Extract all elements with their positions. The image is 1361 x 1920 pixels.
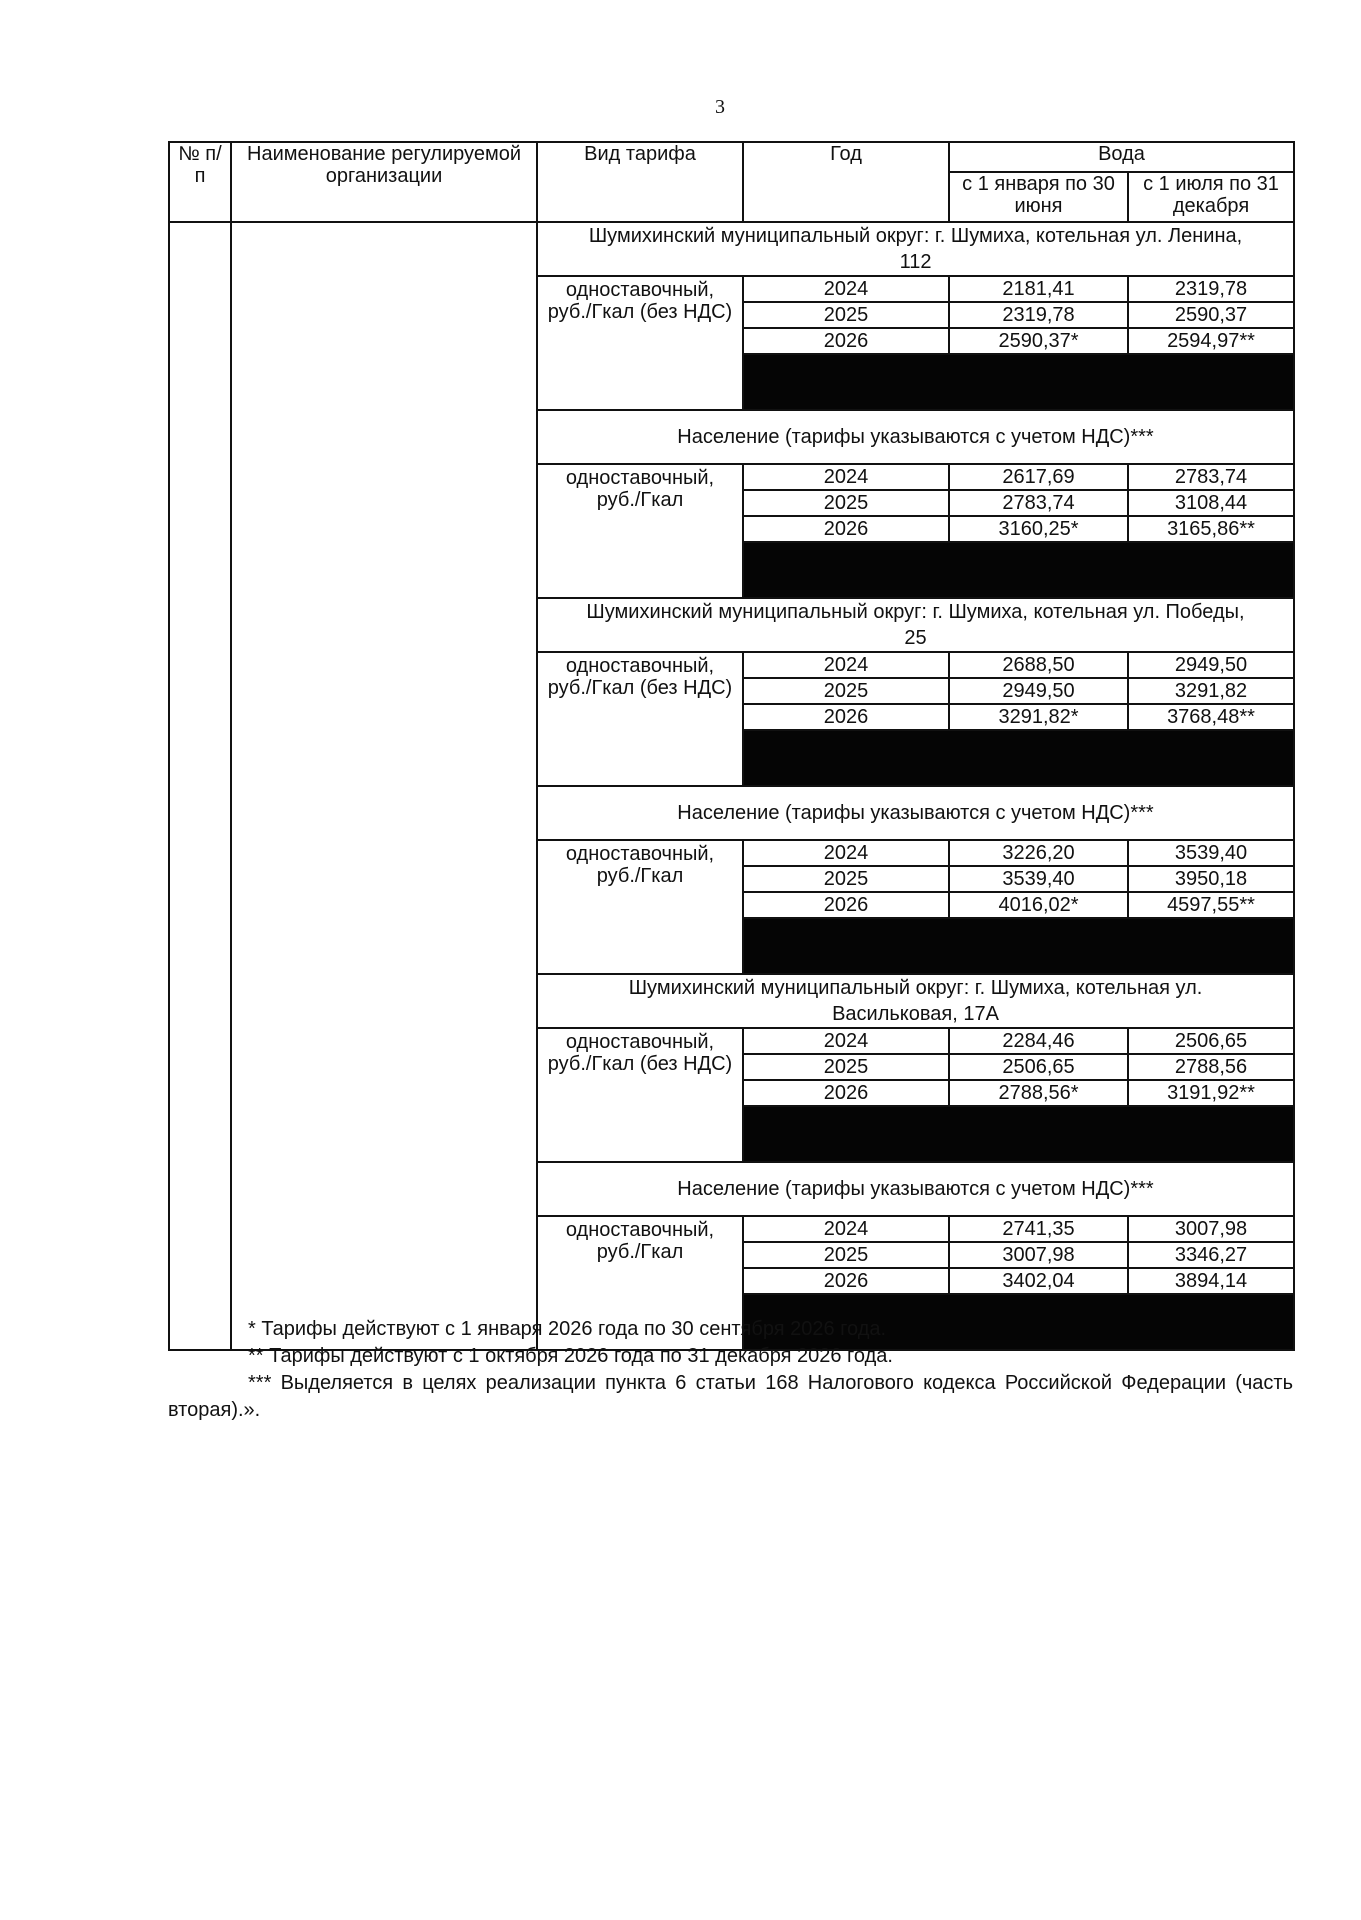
section-title: Население (тарифы указываются с учетом НДС)***: [537, 1162, 1294, 1216]
page-number: 3: [715, 96, 725, 118]
cell-h2: 3191,92**: [1128, 1080, 1294, 1106]
table-body: [169, 222, 1294, 1350]
header-half1: с 1 января по 30 июня: [949, 172, 1128, 222]
tariff-table: [168, 141, 1295, 1351]
cell-h1: 3291,82*: [949, 704, 1128, 730]
cell-year: 2025: [743, 678, 949, 704]
header-water: Вода: [949, 142, 1294, 172]
cell-h2: 3539,40: [1128, 840, 1294, 866]
cell-h1: 2284,46: [949, 1028, 1128, 1054]
header-half2: с 1 июля по 31 декабря: [1128, 172, 1294, 222]
cell-h2: 3108,44: [1128, 490, 1294, 516]
redacted-block: [743, 354, 1294, 410]
org-column: [231, 222, 537, 1350]
cell-h1: 3007,98: [949, 1242, 1128, 1268]
tariff-type: одноставочный, руб./Гкал: [537, 464, 743, 598]
section-title: Население (тарифы указываются с учетом НДС)***: [537, 410, 1294, 464]
cell-year: 2026: [743, 516, 949, 542]
cell-year: 2024: [743, 276, 949, 302]
cell-year: 2024: [743, 1028, 949, 1054]
cell-h1: 4016,02*: [949, 892, 1128, 918]
cell-h2: 2319,78: [1128, 276, 1294, 302]
footnote-1: * Тарифы действуют с 1 января 2026 года по 30 сентября 2026 года.: [248, 1318, 887, 1340]
cell-h1: 3226,20: [949, 840, 1128, 866]
num-column: [169, 222, 231, 1350]
section-title: Шумихинский муниципальный округ: г. Шумиха, котельная ул. Ленина, 112: [537, 222, 1294, 276]
redacted-block: [743, 542, 1294, 598]
redacted-block: [743, 918, 1294, 974]
cell-h1: 2783,74: [949, 490, 1128, 516]
cell-h2: 3291,82: [1128, 678, 1294, 704]
cell-year: 2025: [743, 302, 949, 328]
cell-h1: 2617,69: [949, 464, 1128, 490]
cell-h2: 2788,56: [1128, 1054, 1294, 1080]
header-org: Наименование регулируемой организации: [231, 142, 537, 222]
cell-year: 2026: [743, 892, 949, 918]
cell-h2: 3007,98: [1128, 1216, 1294, 1242]
cell-h1: 2319,78: [949, 302, 1128, 328]
footnote-3: *** Выделяется в целях реализации пункта 6 статьи 168 Налогового кодекса Российской Федерации (часть вторая).».: [168, 1372, 1293, 1421]
cell-year: 2025: [743, 1054, 949, 1080]
cell-year: 2026: [743, 328, 949, 354]
cell-h2: 2590,37: [1128, 302, 1294, 328]
cell-year: 2026: [743, 704, 949, 730]
tariff-type: одноставочный, руб./Гкал: [537, 840, 743, 974]
tariff-type: одноставочный, руб./Гкал: [537, 1216, 743, 1350]
cell-h2: 3165,86**: [1128, 516, 1294, 542]
cell-h1: 3160,25*: [949, 516, 1128, 542]
cell-h2: 3950,18: [1128, 866, 1294, 892]
cell-year: 2024: [743, 1216, 949, 1242]
footnotes: [168, 1316, 1293, 1424]
cell-h1: 3402,04: [949, 1268, 1128, 1294]
cell-h2: 2594,97**: [1128, 328, 1294, 354]
section-title: Шумихинский муниципальный округ: г. Шумиха, котельная ул. Победы, 25: [537, 598, 1294, 652]
section-title: Население (тарифы указываются с учетом НДС)***: [537, 786, 1294, 840]
tariff-type: одноставочный, руб./Гкал (без НДС): [537, 652, 743, 786]
header-type: Вид тарифа: [537, 142, 743, 222]
cell-h2: 2949,50: [1128, 652, 1294, 678]
cell-h1: 2741,35: [949, 1216, 1128, 1242]
cell-year: 2025: [743, 866, 949, 892]
cell-h2: 2783,74: [1128, 464, 1294, 490]
redacted-block: [743, 730, 1294, 786]
cell-h1: 2788,56*: [949, 1080, 1128, 1106]
cell-year: 2024: [743, 840, 949, 866]
cell-h2: 3346,27: [1128, 1242, 1294, 1268]
cell-h1: 3539,40: [949, 866, 1128, 892]
redacted-block: [743, 1106, 1294, 1162]
header-num: № п/п: [169, 142, 231, 222]
cell-h2: 2506,65: [1128, 1028, 1294, 1054]
section-title: Шумихинский муниципальный округ: г. Шумиха, котельная ул. Васильковая, 17А: [537, 974, 1294, 1028]
table-header: [169, 142, 1294, 222]
cell-h2: 4597,55**: [1128, 892, 1294, 918]
cell-h2: 3768,48**: [1128, 704, 1294, 730]
tariff-type: одноставочный, руб./Гкал (без НДС): [537, 1028, 743, 1162]
header-year: Год: [743, 142, 949, 222]
cell-year: 2026: [743, 1268, 949, 1294]
cell-h2: 3894,14: [1128, 1268, 1294, 1294]
cell-year: 2024: [743, 464, 949, 490]
cell-h1: 2506,65: [949, 1054, 1128, 1080]
cell-h1: 2949,50: [949, 678, 1128, 704]
cell-year: 2026: [743, 1080, 949, 1106]
tariff-type: одноставочный, руб./Гкал (без НДС): [537, 276, 743, 410]
cell-h1: 2181,41: [949, 276, 1128, 302]
cell-year: 2024: [743, 652, 949, 678]
cell-year: 2025: [743, 1242, 949, 1268]
cell-h1: 2688,50: [949, 652, 1128, 678]
cell-h1: 2590,37*: [949, 328, 1128, 354]
cell-year: 2025: [743, 490, 949, 516]
footnote-2: ** Тарифы действуют с 1 октября 2026 года по 31 декабря 2026 года.: [248, 1345, 893, 1367]
